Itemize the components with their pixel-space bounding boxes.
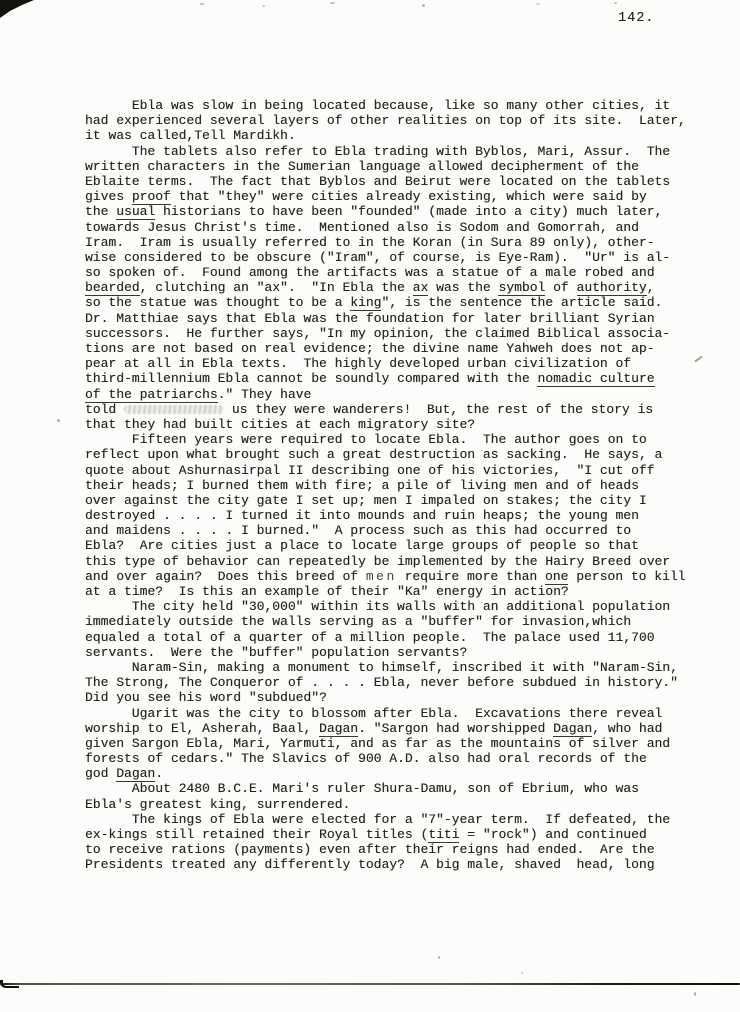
text-line: servants. Were the "buffer" population servants? (85, 644, 468, 660)
text-line: successors. He further says, "In my opinion, the claimed Biblical associa- (85, 325, 671, 341)
text-line: and maidens . . . . I burned." A process such as this had occurred to (85, 523, 632, 539)
scan-speck (57, 419, 60, 422)
scan-edge-line-hook (0, 980, 19, 988)
text-line: third-millennium Ebla cannot be soundly compared with the nomadic culture (85, 371, 655, 387)
text-line: it was called,Tell Mardikh. (85, 128, 296, 144)
text-line: ex-kings still retained their Royal titles (titi = "rock") and continued (85, 827, 647, 842)
text-line: so the statue was thought to be a king", is the sentence the article said. (85, 295, 663, 311)
text-line: Presidents treated any differently today? A big male, shaved head, long (85, 857, 655, 873)
scan-speck (330, 2, 335, 4)
text-line: so spoken of. Found among the artifacts was a statue of a male robed and (85, 265, 655, 281)
text-line: Fifteen years were required to locate Ebla. The author goes on to (85, 432, 647, 448)
text-line: given Sargon Ebla, Mari, Yarmuti, and as far as the mountains of silver and (85, 735, 671, 751)
page-number: 142. (618, 11, 655, 26)
scan-speck (262, 5, 265, 7)
text-line: told us they were wanderers! But, the rest of the story is (85, 401, 654, 417)
text-line: Ebla's greatest king, surrendered. (85, 796, 351, 812)
text-line: The Strong, The Conqueror of . . . . Ebla, never before subdued in history." (85, 675, 678, 691)
text-line: The kings of Ebla were elected for a "7"-year term. If defeated, the (85, 811, 671, 827)
scan-speck (200, 3, 204, 5)
scan-edge-line-bottom (0, 983, 740, 985)
erased-text-smudge (124, 405, 224, 414)
scan-speck (521, 972, 523, 974)
text-line: written characters in the Sumerian language allowed decipherment of the (85, 158, 639, 174)
text-line: of the patriarchs." They have (85, 386, 312, 402)
text-line: at a time? Is this an example of their "Ka" energy in action? (85, 584, 569, 599)
text-line: to receive rations (payments) even after their reigns had ended. Are the (85, 842, 655, 858)
text-line: equaled a total of a quarter of a million people. The palace used 11,700 (85, 629, 655, 645)
text-line: worship to El, Asherah, Baal, Dagan. "Sargon had worshipped Dagan, who had (85, 720, 663, 736)
text-line: the usual historians to have been "founded" (made into a city) much later, (85, 204, 663, 220)
text-line: Dr. Matthiae says that Ebla was the foundation for later brilliant Syrian (85, 310, 655, 326)
text-line: had experienced several layers of other realities on top of its site. Later, (85, 113, 686, 129)
text-line: gives proof that "they" were cities already existing, which were said by (85, 189, 647, 205)
text-line: About 2480 B.C.E. Mari's ruler Shura-Damu, son of Ebrium, who was (85, 781, 639, 797)
text-line: quote about Ashurnasirpal II describing one of his victories, "I cut off (85, 462, 655, 478)
scan-smudge-top-left (0, 0, 36, 18)
text-line: Naram-Sin, making a monument to himself, inscribed it with "Naram-Sin, (85, 659, 678, 675)
text-line: Ugarit was the city to blossom after Ebla. Excavations there reveal (85, 705, 663, 721)
text-line: The tablets also refer to Ebla trading with Byblos, Mari, Assur. The (85, 143, 671, 159)
text-line: this type of behavior can repeatedly be implemented by the Hairy Breed over (85, 553, 671, 569)
text-line: Ebla? Are cities just a place to locate large groups of people so that (85, 538, 639, 554)
text-line: towards Jesus Christ's time. Mentioned also is Sodom and Gomorrah, and (85, 219, 639, 235)
text-line: destroyed . . . . I turned it into mounds and ruin heaps; the young men (85, 508, 639, 524)
text-line: their heads; I burned them with fire; a pile of living men and of heads (85, 477, 639, 493)
scan-speck (536, 3, 540, 5)
text-line: over against the city gate I set up; men I impaled on stakes; the city I (85, 492, 647, 508)
text-line: tions are not based on real evidence; the divine name Yahweh does not ap- (85, 341, 655, 356)
scan-speck (422, 4, 425, 7)
text-line: Ebla was slow in being located because, like so many other cities, it (85, 98, 671, 113)
text-line: pear at all in Ebla texts. The highly developed urban civilization of (85, 356, 632, 372)
text-line: Iram. Iram is usually referred to in the Koran (in Sura 89 only), other- (85, 234, 655, 250)
scan-speck (694, 992, 696, 996)
text-line: Eblaite terms. The fact that Byblos and Beirut were located on the tablets (85, 173, 671, 189)
scan-speck (614, 2, 617, 4)
text-line: that they had built cities at each migratory site? (85, 416, 476, 432)
text-line: bearded, clutching an "ax". "In Ebla the ax was the symbol of authority, (85, 280, 655, 296)
text-line: forests of cedars." The Slavics of 900 A.D. also had oral records of the (85, 751, 647, 767)
text-line: wise considered to be obscure ("Iram", of course, is Eye-Ram). "Ur" is al- (85, 249, 671, 265)
text-line: reflect upon what brought such a great destruction as sacking. He says, a (85, 447, 663, 463)
document-body (85, 98, 725, 873)
text-line: Did you see his word "subdued"? (85, 690, 327, 706)
text-line: god Dagan. (85, 766, 164, 782)
text-line: The city held "30,000" within its walls with an additional population (85, 599, 671, 615)
text-line: and over again? Does this breed of men require more than one person to kill (85, 568, 686, 584)
text-line: immediately outside the walls serving as a "buffer" for invasion,which (85, 614, 632, 630)
scan-speck (438, 956, 440, 959)
